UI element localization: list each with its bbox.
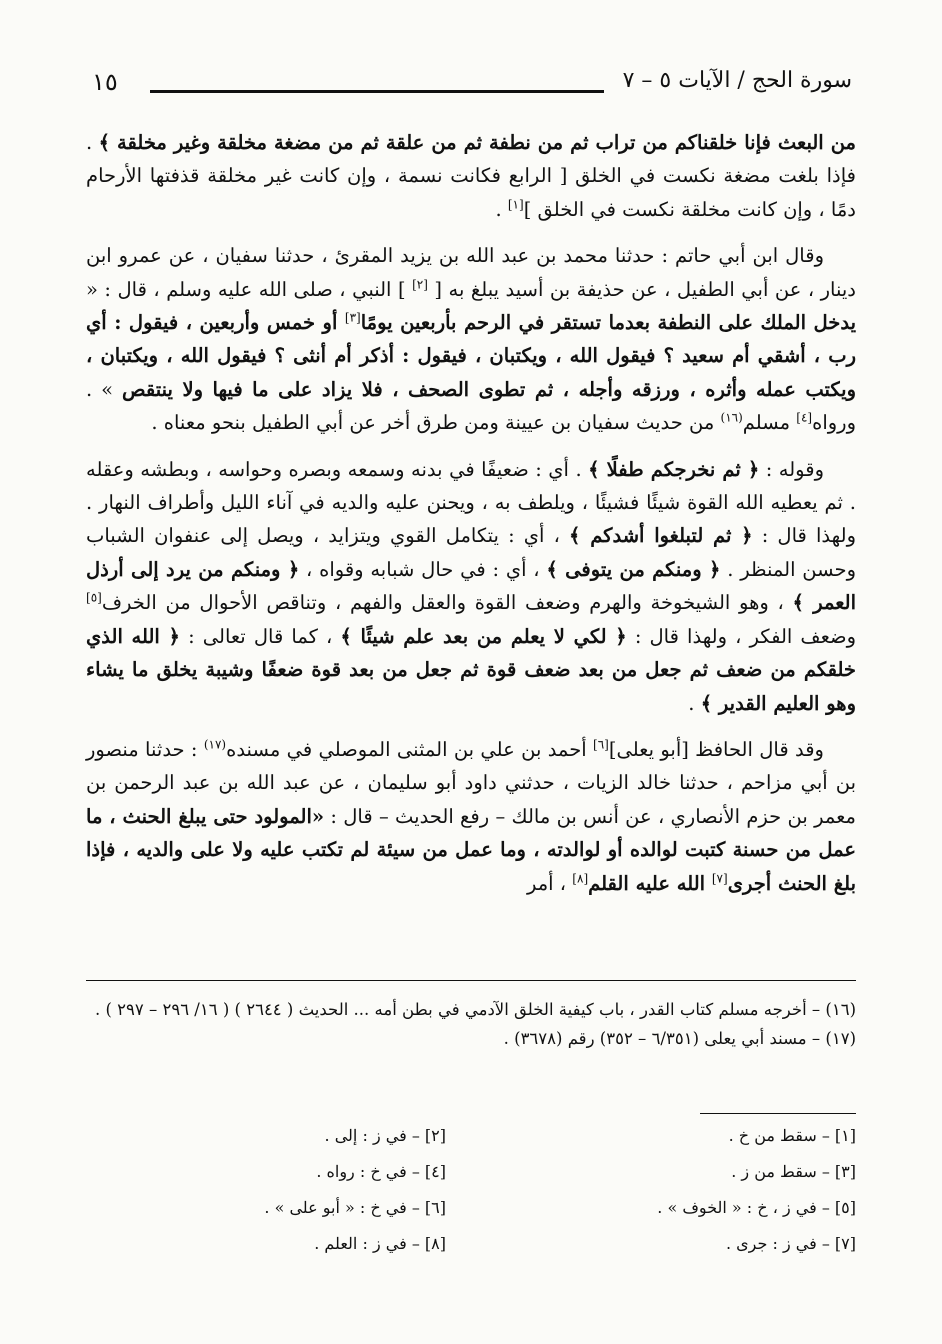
variant-note-2: [٢] – في ز : إلى . bbox=[324, 1126, 446, 1145]
bold-text: ﴿ الله الذي خلقكم من ضعف ثم جعل من بعد ضعف قوة ثم جعل من بعد قوة ضعفًا وشيبة يخلق ما يشاء وهو العليم القدير ﴾ bbox=[86, 624, 856, 715]
text-run: ، أي : يتكامل القوي ويتزايد ، ويصل إلى عنفوان الشباب وحسن المنظر . bbox=[86, 524, 857, 581]
footnote-17: (١٧) – مسند أبي يعلى (٦/٣٥١ – ٣٥٢) رقم (٣٦٧٨) . bbox=[503, 1029, 856, 1048]
variant-note-4: [٤] – في خ : رواه . bbox=[316, 1162, 446, 1181]
variant-note-3: [٣] – سقط من ز . bbox=[731, 1162, 856, 1181]
text-run: من حديث سفيان بن عيينة ومن طرق أخر عن أبي الطفيل بنحو معناه . bbox=[151, 411, 721, 435]
footnote-marker: (١٧) bbox=[203, 737, 227, 752]
text-run: أحمد بن علي بن المثنى الموصلي في مسنده bbox=[226, 737, 594, 761]
text-run: . bbox=[688, 691, 701, 715]
footnote-marker: [٣] bbox=[344, 310, 361, 325]
footnote-divider bbox=[86, 980, 856, 981]
surah-title: سورة الحج / الآيات ٥ – ٧ bbox=[622, 68, 852, 93]
variant-note-5: [٥] – في ز ، خ : « الخوف » . bbox=[657, 1198, 856, 1217]
paragraph-3 bbox=[86, 453, 856, 720]
paragraph-4 bbox=[86, 733, 856, 900]
paragraph-1 bbox=[86, 126, 856, 226]
text-run: وقوله : bbox=[759, 457, 824, 481]
footnote-marker: [١] bbox=[507, 197, 524, 212]
bold-text: الله عليه القلم bbox=[588, 871, 712, 895]
footnote-marker: [٢] bbox=[412, 277, 428, 292]
footnote-marker: [٦] bbox=[593, 737, 609, 752]
text-run: : حدثنا منصور بن أبي مزاحم ، حدثنا خالد الزيات ، حدثني داود أبو سليمان ، عن عبد الله بن عبد الرحمن بن معمر بن حزم الأنصاري ، عن أنس بن مالك – رفع الحديث – قال : bbox=[86, 737, 856, 828]
text-run: وضعف الفكر ، ولهذا قال : bbox=[626, 624, 856, 648]
text-run: وقد قال الحافظ [أبو يعلى] bbox=[608, 737, 824, 761]
page-number: ١٥ bbox=[92, 68, 118, 96]
text-run: . أي : ضعيفًا في بدنه وسمعه وبصره وحواسه ، وبطشه وعقله . ثم يعطيه الله القوة شيئًا فشيئًا ، ويلطف به ، ويحنن عليه والديه في آناء الليل وأطراف النهار . ولهذا قال : bbox=[86, 457, 856, 548]
page-header bbox=[92, 68, 852, 104]
variant-note-8: [٨] – في ز : العلم . bbox=[314, 1234, 446, 1253]
bold-text: «المولود حتى يبلغ الحنث ، ما عمل من حسنة كتبت لوالده أو لوالدته ، وما عمل من سيئة لم تكتب عليه ولا على والديه ، فإذا بلغ الحنث أجرى bbox=[86, 804, 856, 895]
text-run: . bbox=[495, 197, 508, 221]
footnotes bbox=[86, 995, 856, 1053]
footnote-marker: [٥] bbox=[86, 590, 102, 605]
variant-note-1: [١] – سقط من خ . bbox=[728, 1126, 856, 1145]
text-run: . فإذا بلغت مضغة نكست في الخلق [ الرابع فكانت نسمة ، وإن كانت غير مخلقة قذفتها الأرحام دمًا ، وإن كانت مخلقة نكست في الخلق ] bbox=[86, 131, 856, 221]
bold-text: ﴿ ومنكم من يتوفى ﴾ bbox=[546, 557, 721, 581]
variant-note-6: [٦] – في خ : « أبو على » . bbox=[264, 1198, 446, 1217]
text-run: ، كما قال تعالى : bbox=[179, 624, 341, 648]
variant-note-7: [٧] – في ز : جرى . bbox=[725, 1234, 856, 1253]
header-rule bbox=[150, 90, 604, 93]
text-run: ، أمر bbox=[526, 871, 573, 895]
text-run: ] النبي ، صلى الله عليه وسلم ، قال : « bbox=[86, 277, 413, 301]
bold-text: ﴿ ثم لتبلغوا أشدكم ﴾ bbox=[569, 524, 753, 548]
text-run: وقال ابن أبي حاتم : حدثنا محمد بن عبد الله بن يزيد المقرئ ، حدثنا سفيان ، عن عمرو ابن دينار ، عن أبي الطفيل ، عن حذيفة بن أسيد يبلغ به [ bbox=[86, 244, 856, 301]
text-run: مسلم bbox=[742, 411, 797, 435]
bold-text: أو خمس وأربعين ، فيقول : أي رب ، أشقي أم سعيد ؟ فيقول الله ، ويكتبان ، فيقول : أذكر أم أنثى ؟ فيقول الله ، ويكتبان ، ويكتب عمله وأثره ، ورزقه وأجله ، ثم تطوى الصحف ، فلا يزاد على ما فيها ولا ينتقص bbox=[86, 311, 856, 401]
bold-text: ﴿ ومنكم من يرد إلى أرذل العمر ﴾ bbox=[86, 557, 856, 615]
bold-text: يدخل الملك على النطفة بعدما تستقر في الرحم بأربعين يومًا bbox=[360, 311, 856, 335]
footnote-marker: [٨] bbox=[572, 871, 589, 886]
footnote-marker: (١٦) bbox=[720, 410, 743, 425]
body-text bbox=[86, 126, 856, 913]
bold-text: ﴿ لكي لا يعلم من بعد علم شيئًا ﴾ bbox=[340, 624, 627, 648]
footnote-16: (١٦) – أخرجه مسلم كتاب القدر ، باب كيفية الخلق الآدمي في بطن أمه ... الحديث ( ٢٦٤٤ ) ( ١٦/ ٢٩٦ – ٢٩٧ ) . bbox=[94, 1000, 856, 1019]
text-run: ، أي : في حال شبابه وقواه ، bbox=[299, 557, 547, 581]
text-run: ، وهو الشيخوخة والهرم وضعف القوة والعقل والفهم ، وتناقص الأحوال من الخرف bbox=[101, 591, 793, 615]
bold-text: ﴿ ثم نخرجكم طفلًا ﴾ bbox=[588, 457, 760, 481]
footnote-marker: [٤] bbox=[796, 410, 813, 425]
variant-notes-divider bbox=[700, 1113, 856, 1114]
bold-text: من البعث فإنا خلقناكم من تراب ثم من نطفة ثم من علقة ثم من مضغة مخلقة وغير مخلقة ﴾ bbox=[98, 131, 856, 154]
footnote-marker: [٧] bbox=[711, 871, 728, 886]
text-run: » . ورواه bbox=[86, 377, 856, 435]
paragraph-2 bbox=[86, 239, 856, 439]
